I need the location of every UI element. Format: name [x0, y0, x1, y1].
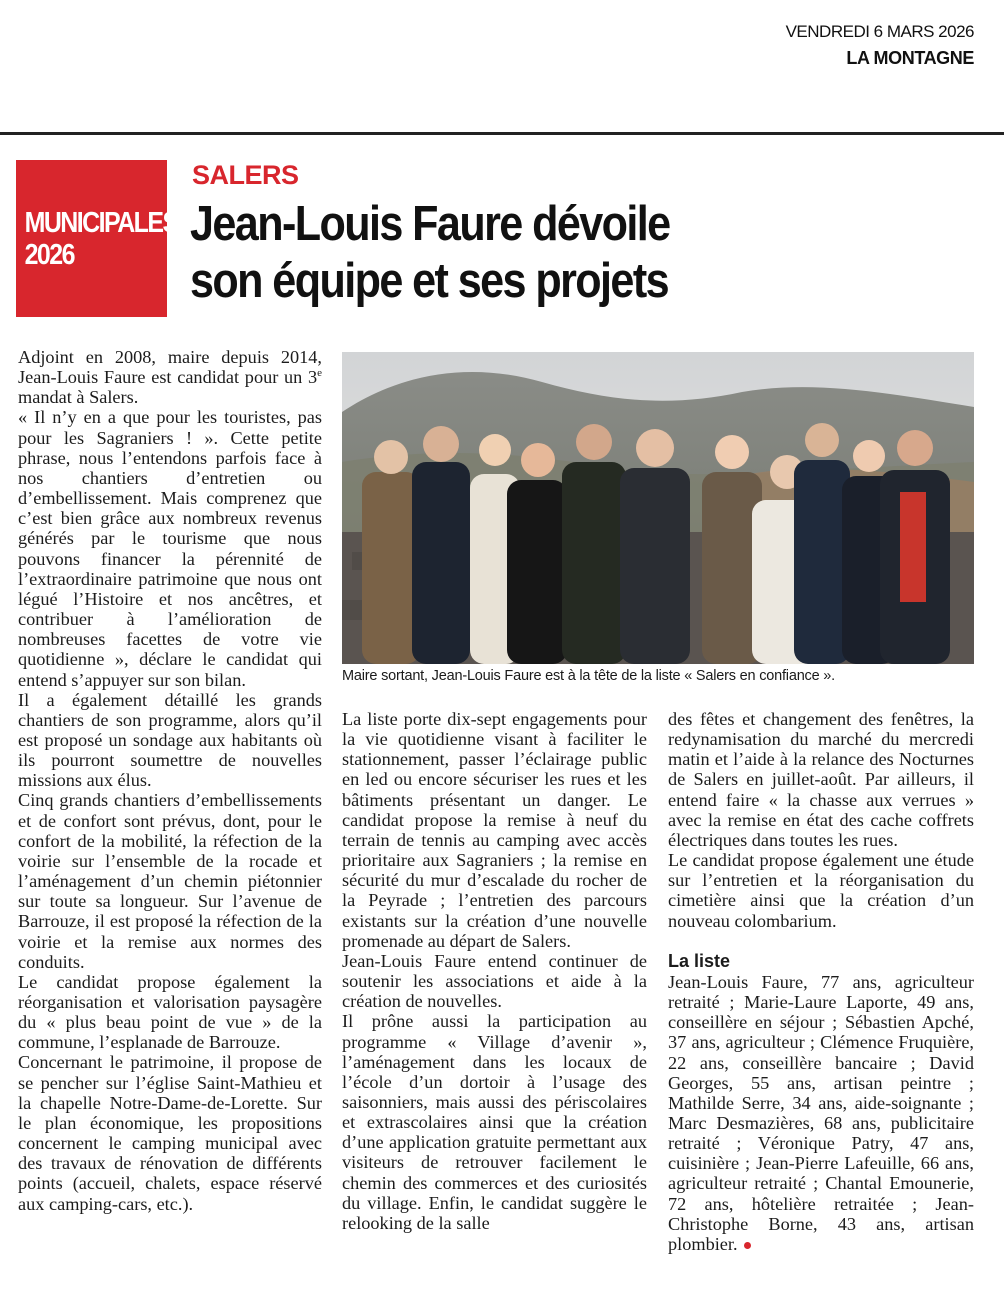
- article-column-2: [342, 709, 647, 1233]
- headline-line2: son équipe et ses projets: [190, 254, 668, 308]
- paragraph: des fêtes et changement des fenêtres, la redynamisation du marché du mercredi matin et l’aide à la relance des Nocturnes de Salers en juillet-août. Par ailleurs, il entend faire « la chasse aux verrues » avec la remise en état des cache coffrets électriques dans toutes les rues.: [668, 709, 974, 850]
- liste-paragraph: [668, 972, 974, 1254]
- people-group: [362, 423, 950, 664]
- paragraph: La liste porte dix-sept engagements pour la vie quotidienne visant à faciliter le stationnement, passer l’éclairage public en led ou encore sécuriser les rues et les bâtiments présentant un danger. Le candidat propose la remise à neuf du terrain de tennis au camping avec accès prioritaire aux Sagraniers ; la remise en sécurité du mur d’escalade du rocher de la Peyrade ; l’entretien des parcours existants sur la création d’une nouvelle promenade au départ de Salers.: [342, 709, 647, 951]
- section-badge-line1: MUNICIPALES: [24, 206, 178, 239]
- paragraph: Il prône aussi la participation au programme « Village d’avenir », l’aménagement dans les locaux de l’école d’un dortoir à l’usage des saisonniers, mais aussi des périscolaires et extrascolaires ainsi que la création d’une application gratuite permettant aux visiteurs de retrouver facilement le chemin des commerces et des curiosités du village. Enfin, le candidat suggère le relooking de la salle: [342, 1011, 647, 1233]
- top-rule: [0, 132, 1004, 135]
- newspaper-name: LA MONTAGNE: [846, 48, 974, 68]
- section-badge-line2: 2026: [24, 238, 74, 271]
- paragraph: Le candidat propose également la réorganisation et valorisation paysagère du « plus beau point de vue » de la commune, l’esplanade de Barrouze.: [18, 971, 322, 1053]
- liste-text: Jean-Louis Faure, 77 ans, agriculteur retraité ; Marie-Laure Laporte, 49 ans, conseillère en séjour ; Sébastien Apché, 37 ans, agriculteur ; Clémence Fruquière, 22 ans, conseillère bancaire ; David Georges, 55 ans, artisan peintre ; Mathilde Serre, 34 ans, aide-soignante ; Marc Desmazières, 68 ans, publicitaire retraité ; Véronique Patry, 47 ans, cuisinière ; Jean-Pierre Lafeuille, 66 ans, agriculteur retraité ; Chantal Emounerie, 72 ans, hôtelière retraitée ; Jean-Christophe Borne, 43 ans, artisan plombier.: [668, 971, 974, 1254]
- paragraph: Cinq grands chantiers d’embellissements et de confort sont prévus, dont, pour le confort de la mobilité, la réfection de la voirie sur l’ensemble de la rocade et l’aménagement d’un chemin piétonnier sur toute sa longueur. Sur l’avenue de Barrouze, il est proposé la réfection de la voirie et la remise aux normes des conduits.: [18, 790, 322, 972]
- paragraph: Concernant le patrimoine, il propose de se pencher sur l’église Saint-Mathieu et la chapelle Notre-Dame-de-Lorette. Sur le plan économique, les propositions concernent le camping municipal avec des travaux de rénovation de différents points (accueil, chalets, espace réservé aux camping-cars, etc.).: [18, 1052, 322, 1214]
- headline: [190, 196, 670, 310]
- team-photo: [342, 352, 974, 664]
- paragraph: Il a également détaillé les grands chantiers de son programme, alors qu’il est proposé un sondage aux habitants où ils pourront soumettre de nouvelles missions aux élus.: [18, 689, 322, 791]
- article-column-1: [18, 347, 322, 1214]
- paragraph: Adjoint en 2008, maire depuis 2014, Jean-Louis Faure est candidat pour un 3e mandat à Salers.: [18, 347, 322, 408]
- masthead: [786, 22, 974, 69]
- paragraph: « Il n’y en a que pour les touristes, pas pour les Sagraniers ! ». Cette petite phrase, nous l’entendons parfois face à nos chantiers d’entretien ou d’embellissement. Mais comprenez que c’est bien grâce aux nombreux revenus générés par le tourisme que nous pouvons financer la pérennité de l’extraordinaire patrimoine que nous ont légué l’Histoire et nos ancêtres, et contribuer à l’amélioration de nombreuses facettes de votre vie quotidienne », déclare le candidat qui entend s’appuyer sur son bilan.: [18, 407, 322, 690]
- photo-caption: Maire sortant, Jean-Louis Faure est à la tête de la liste « Salers en confiance ».: [342, 668, 835, 684]
- headline-line1: Jean-Louis Faure dévoile: [190, 197, 670, 251]
- liste-heading: La liste: [668, 950, 731, 971]
- paragraph: Le candidat propose également une étude sur l’entretien et la réorganisation du cimetière ainsi que la création d’un nouveau colombarium.: [668, 850, 974, 931]
- section-badge: [16, 160, 178, 317]
- paragraph: Jean-Louis Faure entend continuer de soutenir les associations et aide à la création de nouvelles.: [342, 950, 647, 1012]
- article-column-3: [668, 709, 974, 1254]
- location-kicker: SALERS: [192, 160, 299, 190]
- end-mark-icon: [744, 1242, 751, 1249]
- issue-date: VENDREDI 6 MARS 2026: [785, 22, 974, 41]
